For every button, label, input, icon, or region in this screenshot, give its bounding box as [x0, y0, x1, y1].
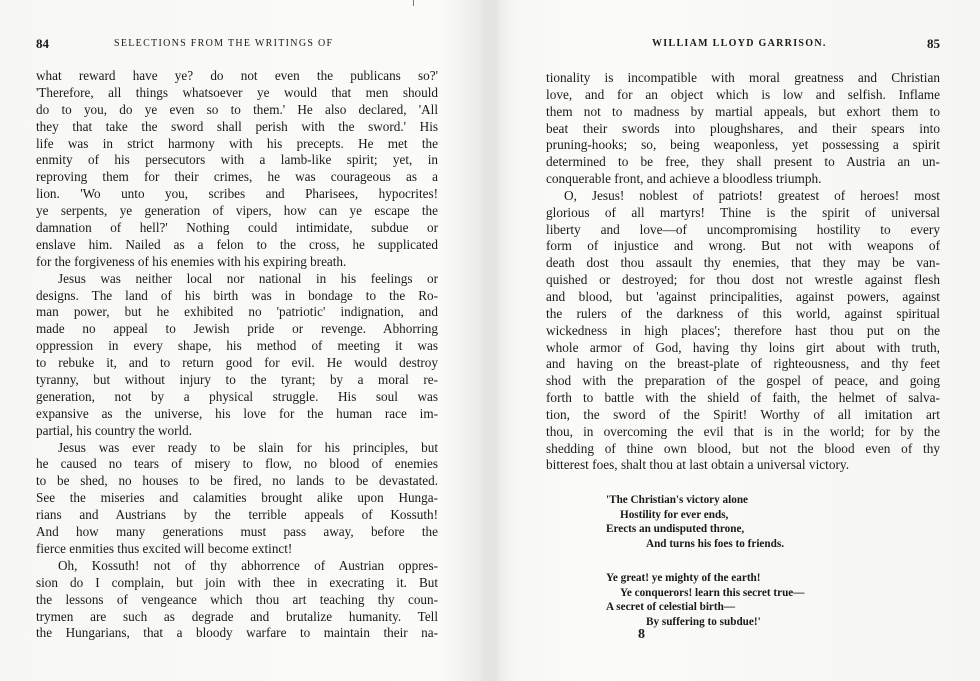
- text-line: to rebuke it, and to return good for evil. He would destroy: [36, 355, 438, 371]
- poem-line: Ye great! ye mighty of the earth!: [606, 572, 761, 584]
- right-page-number: 85: [927, 36, 940, 51]
- text-line: tion, the sword of the Spirit! Worthy of all imitation art: [546, 406, 940, 422]
- poem-line: By suffering to subdue!': [646, 615, 761, 628]
- text-line: designs. The land of his birth was in bondage to the Ro-: [36, 287, 438, 303]
- text-line: partial, his country the world.: [36, 422, 193, 438]
- text-line: pruning-hooks; so, being weaponless, yet possessing a spirit: [546, 137, 940, 153]
- text-line: do to you, do ye even so to them.' He also declared, 'All: [36, 101, 438, 117]
- signature-mark: 8: [638, 627, 645, 642]
- text-line: enmity of his persecutors with a lamb-like spirit; yet, in: [36, 152, 438, 168]
- text-line: and having on the breast-plate of righteousness, and thy feet: [546, 356, 940, 372]
- left-page-header: [36, 38, 438, 54]
- text-line: bitterest foes, shalt thou at last obtain a universal victory.: [546, 457, 850, 473]
- text-line: them not to madness by martial appeals, but exhort them to: [546, 103, 940, 119]
- text-line: the Hungarians, that a bloody warfare to maintain their na-: [36, 625, 438, 641]
- text-line: man power, but he exhibited no 'patriotic' indignation, and: [36, 304, 438, 320]
- text-line: Oh, Kossuth! not of thy abhorrence of Austrian oppres-: [58, 557, 438, 573]
- scan-mark: [413, 0, 414, 6]
- text-line: sion do I complain, but join with thee in execrating it. But: [36, 574, 438, 590]
- left-page-text: [36, 68, 438, 642]
- text-line: shedding of thine own blood, but not the blood even of thy: [546, 440, 940, 456]
- text-line: glorious of all martyrs! Thine is the spirit of universal: [546, 204, 940, 220]
- poem-line: Ye conquerors! learn this secret true—: [620, 586, 805, 599]
- text-line: what reward have ye? do not even the publicans so?': [36, 68, 438, 83]
- text-line: See the miseries and calamities brought alike upon Hunga-: [36, 490, 438, 506]
- right-page-text: [546, 70, 940, 474]
- text-line: And how many generations must pass away, before the: [36, 524, 438, 540]
- right-running-head: WILLIAM LLOYD GARRISON.: [652, 38, 827, 49]
- text-line: the lessons of vengeance which thou art teaching thy coun-: [36, 591, 438, 607]
- text-line: forth to battle with the shield of faith, the helmet of salva-: [546, 390, 940, 406]
- text-line: enslave him. Nailed as a felon to the cross, he supplicated: [36, 236, 438, 252]
- text-line: tionality is incompatible with moral greatness and Christian: [546, 70, 940, 85]
- text-line: he caused no tears of misery to flow, no blood of enemies: [36, 456, 438, 472]
- text-line: ye serpents, ye generation of vipers, how can ye escape the: [36, 203, 438, 219]
- text-line: lion. 'Wo unto you, scribes and Pharisees, hypocrites!: [36, 186, 438, 202]
- text-line: Jesus was ever ready to be slain for his principles, but: [58, 439, 438, 455]
- poem-stanza-2: [606, 571, 804, 629]
- text-line: made no appeal to Jewish pride or revenge. Abhorring: [36, 321, 438, 337]
- text-line: 'Therefore, all things whatsoever ye would that men should: [36, 84, 438, 100]
- poem-line: Erects an undisputed throne,: [606, 523, 745, 535]
- text-line: fierce enmities thus excited will become extinct!: [36, 540, 293, 556]
- text-line: damnation of hell?' Nothing could intimidate, subdue or: [36, 220, 438, 236]
- text-line: wickedness in high places'; therefore hast thou put on the: [546, 322, 940, 338]
- text-line: they that take the sword shall perish with the sword.' His: [36, 118, 438, 134]
- text-line: expansive as the universe, his love for the human race im-: [36, 405, 438, 421]
- text-line: whole armor of God, having thy loins girt about with truth,: [546, 339, 940, 355]
- text-line: shod with the preparation of the gospel of peace, and going: [546, 373, 940, 389]
- text-line: life was in strict harmony with his precepts. He met the: [36, 135, 438, 151]
- text-line: reproving them for their crimes, he was courageous as a: [36, 169, 438, 185]
- left-page-number: 84: [36, 36, 49, 51]
- text-line: trymen are such as degrade and brutalize humanity. Tell: [36, 608, 438, 624]
- text-line: generation, not by a physical struggle. His soul was: [36, 388, 438, 404]
- poem-stanza-1: [606, 493, 784, 551]
- poem-line: 'The Christian's victory alone: [606, 494, 749, 506]
- text-line: love, and for an object which is low and selfish. Inflame: [546, 86, 940, 102]
- text-line: liberty and love—of uncompromising hostility to every: [546, 221, 940, 237]
- text-line: death dost thou assault thy enemies, that they may be van-: [546, 255, 940, 271]
- text-line: determined to be free, they shall present to Austria an un-: [546, 154, 940, 170]
- left-running-head: SELECTIONS FROM THE WRITINGS OF: [114, 38, 334, 49]
- text-line: tyranny, but without injury to the tyrant; by a moral re-: [36, 372, 438, 388]
- text-line: for the forgiveness of his enemies with his expiring breath.: [36, 253, 347, 269]
- text-line: beat their swords into ploughshares, and their spears into: [546, 120, 940, 136]
- poem-line: Hostility for ever ends,: [620, 508, 729, 521]
- text-line: rians and Austrians by the terrible appeals of Kossuth!: [36, 507, 438, 523]
- text-line: the rulers of the darkness of this world, against spiritual: [546, 305, 940, 321]
- text-line: conquerable front, and achieve a bloodless triumph.: [546, 171, 822, 187]
- text-line: to be shed, no houses to be fired, no lands to be devastated.: [36, 473, 438, 489]
- text-line: oppression in every shape, his method of meeting it was: [36, 338, 438, 354]
- text-line: Jesus was neither local nor national in his feelings or: [58, 270, 438, 286]
- text-line: O, Jesus! noblest of patriots! greatest of heroes! most: [564, 187, 940, 203]
- text-line: quished or destroyed; for thou dost not wrestle against flesh: [546, 272, 940, 288]
- poem-line: A secret of celestial birth—: [606, 601, 736, 613]
- text-line: thou, in overcoming the evil that is in the world; for by the: [546, 423, 940, 439]
- right-page-header: [546, 38, 940, 54]
- text-line: and blood, but 'against principalities, against powers, against: [546, 288, 940, 304]
- poem-line: And turns his foes to friends.: [646, 537, 784, 550]
- book-gutter: [478, 0, 518, 681]
- text-line: form of injustice and wrong. But not with weapons of: [546, 238, 940, 254]
